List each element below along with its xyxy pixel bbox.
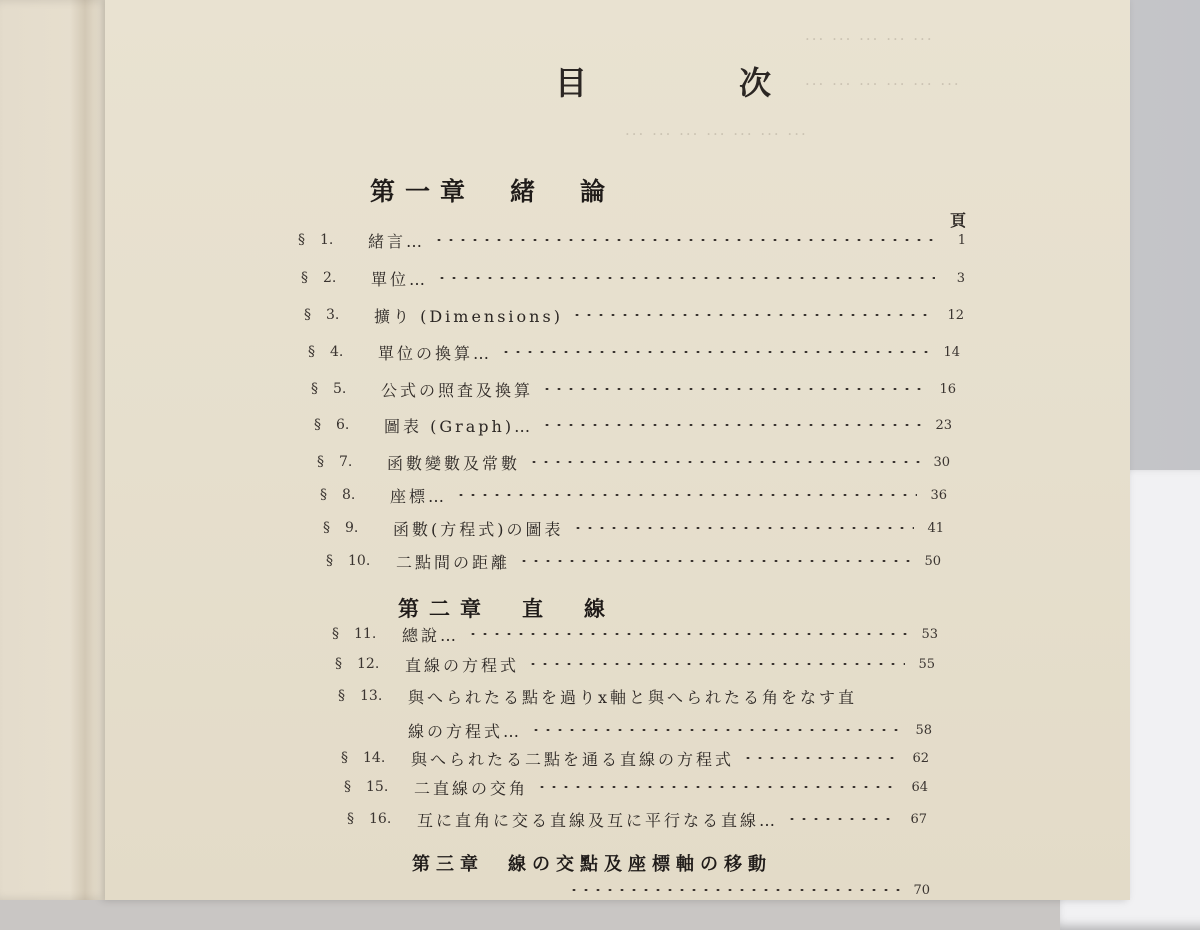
section-number: 16. — [369, 811, 392, 827]
page-number: 30 — [933, 454, 950, 470]
toc-entry — [335, 650, 935, 678]
section-title-continued: 線の方程式… — [408, 721, 523, 741]
section-number: 12. — [357, 656, 380, 672]
chapter-heading: 第三章 線の交點及座標軸の移動 — [412, 854, 772, 875]
page-number: 67 — [910, 811, 927, 827]
dot-leader — [467, 633, 908, 635]
dot-leader — [786, 818, 897, 820]
page-fold-shadow — [70, 0, 100, 900]
section-mark: § — [323, 520, 330, 536]
section-title: 座標… — [390, 486, 448, 506]
toc-entry — [311, 375, 956, 403]
page-column-header: 頁 — [950, 211, 967, 230]
section-mark: § — [317, 454, 324, 470]
section-number: 3. — [326, 307, 340, 323]
toc-entry — [347, 805, 927, 833]
section-title: 函數(方程式)の圖表 — [393, 519, 564, 539]
dot-leader — [568, 889, 900, 891]
show-through: ··· ··· ··· ··· ··· — [805, 30, 934, 48]
section-number: 14. — [363, 750, 386, 766]
section-title: 二點間の距離 — [396, 552, 511, 572]
toc-entry — [326, 547, 941, 575]
page-number: 1 — [957, 232, 966, 248]
page-number: 62 — [912, 750, 929, 766]
section-mark: § — [304, 307, 311, 323]
dot-leader — [536, 786, 898, 788]
toc-entry — [323, 514, 944, 542]
section-number: 1. — [320, 232, 334, 248]
section-title: 單位の換算… — [378, 343, 493, 363]
section-title: 直線の方程式 — [405, 655, 520, 675]
section-mark: § — [344, 779, 351, 795]
section-mark: § — [308, 344, 315, 360]
dot-leader — [528, 461, 920, 463]
page-number: 36 — [930, 487, 947, 503]
toc-entry — [332, 620, 938, 648]
page-number: 58 — [915, 722, 932, 738]
section-mark: § — [320, 487, 327, 503]
toc-entry — [301, 264, 965, 292]
toc-entry — [314, 411, 952, 439]
section-number: 8. — [342, 487, 356, 503]
dot-leader — [518, 560, 911, 562]
section-title: 緒言… — [368, 231, 426, 251]
dot-leader — [433, 239, 936, 241]
show-through: ··· ··· ··· ··· ··· ··· — [805, 75, 961, 93]
dot-leader — [742, 757, 899, 759]
section-title: 圖表 (Graph)… — [384, 416, 534, 436]
page-number: 14 — [943, 344, 960, 360]
section-title: 單位… — [371, 269, 429, 289]
dot-leader — [455, 494, 917, 496]
section-title: 互に直角に交る直線及互に平行なる直線… — [417, 810, 779, 830]
page-number: 41 — [927, 520, 944, 536]
toc-entry — [320, 481, 947, 509]
dot-leader — [527, 663, 905, 665]
section-mark: § — [347, 811, 354, 827]
section-number: 13. — [360, 688, 383, 704]
page-number: 12 — [947, 307, 964, 323]
toc-entry — [344, 773, 928, 801]
section-mark: § — [311, 381, 318, 397]
dot-leader — [436, 277, 935, 279]
dot-leader — [500, 351, 930, 353]
section-number: 11. — [354, 626, 377, 642]
page-number: 50 — [924, 553, 941, 569]
dot-leader — [541, 424, 922, 426]
dot-leader — [572, 527, 915, 529]
section-title: 函數變數及常數 — [387, 453, 521, 473]
page-number: 55 — [918, 656, 935, 672]
toc-entry — [317, 448, 950, 476]
toc-entry — [304, 301, 964, 329]
page-number: 70 — [913, 882, 930, 898]
page-title: 目 次 — [555, 64, 832, 102]
section-number: 5. — [333, 381, 347, 397]
section-mark: § — [298, 232, 305, 248]
page-number: 3 — [956, 270, 965, 286]
section-mark: § — [338, 688, 345, 704]
toc-entry — [341, 744, 929, 772]
show-through: ··· ··· ··· ··· ··· ··· ··· — [625, 125, 808, 143]
section-number: 4. — [330, 344, 344, 360]
section-title: 與へられたる二點を通る直線の方程式 — [411, 749, 735, 769]
section-number: 2. — [323, 270, 337, 286]
page-number: 64 — [911, 779, 928, 795]
section-title: 二直線の交角 — [414, 778, 529, 798]
chapter-heading: 第二章 直 線 — [398, 596, 615, 621]
section-number: 7. — [339, 454, 353, 470]
chapter-heading: 第一章 緒 論 — [370, 177, 616, 206]
section-title: 公式の照査及換算 — [381, 380, 534, 400]
dot-leader — [530, 729, 902, 731]
toc-entry — [308, 338, 960, 366]
section-number: 10. — [348, 553, 371, 569]
dot-leader — [571, 314, 934, 316]
section-mark: § — [314, 417, 321, 433]
page-number: 16 — [939, 381, 956, 397]
section-title: 擴り (Dimensions) — [374, 306, 563, 326]
section-number: 15. — [366, 779, 389, 795]
section-mark: § — [301, 270, 308, 286]
toc-entry — [298, 226, 966, 254]
dot-leader — [541, 388, 926, 390]
section-number: 6. — [336, 417, 350, 433]
toc-entry-continued — [408, 716, 932, 744]
section-mark: § — [341, 750, 348, 766]
section-mark: § — [335, 656, 342, 672]
section-title: 總說… — [402, 625, 460, 645]
section-number: 9. — [345, 520, 359, 536]
toc-entry — [560, 880, 930, 900]
section-mark: § — [332, 626, 339, 642]
toc-entry — [338, 682, 932, 710]
section-mark: § — [326, 553, 333, 569]
page-number: 23 — [935, 417, 952, 433]
section-title: 與へられたる點を過りx軸と與へられたる角をなす直 — [408, 687, 858, 707]
page-number: 53 — [921, 626, 938, 642]
